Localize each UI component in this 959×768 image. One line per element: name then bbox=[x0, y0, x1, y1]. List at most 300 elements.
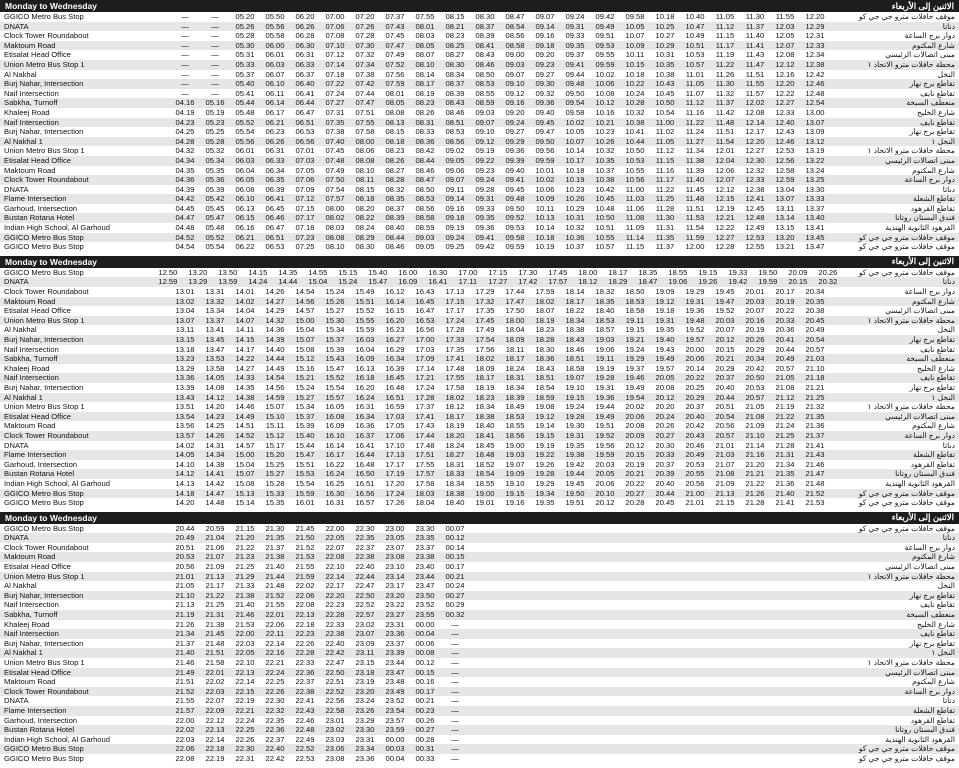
stop-name-arabic: دناتا bbox=[942, 277, 955, 287]
table-row bbox=[0, 325, 959, 335]
departure-times bbox=[170, 744, 830, 754]
departure-time: 09.16 bbox=[505, 98, 525, 108]
departure-time: 06.10 bbox=[265, 79, 285, 89]
departure-time: 23.08 bbox=[325, 753, 345, 763]
departure-time: 22.21 bbox=[265, 658, 285, 667]
departure-time: 18.23 bbox=[535, 325, 555, 335]
departure-time: 11.38 bbox=[685, 155, 705, 165]
departure-time: 16.01 bbox=[295, 498, 315, 508]
stop-name-arabic: محطة حافلات مترو الاتحاد ١ bbox=[867, 315, 955, 325]
departure-time: 22.48 bbox=[295, 725, 315, 735]
departure-time: 16.31 bbox=[355, 402, 375, 412]
departure-time: 04.35 bbox=[175, 165, 195, 175]
departure-time: 05.23 bbox=[205, 117, 225, 127]
departure-time: 18.53 bbox=[505, 411, 525, 421]
departure-time: 08.01 bbox=[415, 21, 435, 31]
timetable-section bbox=[0, 256, 959, 508]
departure-times bbox=[170, 412, 830, 422]
departure-time: 15.04 bbox=[295, 325, 315, 335]
departure-time: 14.22 bbox=[235, 354, 255, 364]
departure-time: 22.08 bbox=[325, 552, 345, 562]
table-row bbox=[0, 50, 959, 60]
departure-time: 15.43 bbox=[325, 354, 345, 364]
departure-time: 21.37 bbox=[175, 638, 195, 648]
departure-time: 11.37 bbox=[715, 98, 735, 108]
departure-time: 06.23 bbox=[265, 127, 285, 137]
departure-time: 12.31 bbox=[805, 31, 825, 41]
departure-time: 15.00 bbox=[295, 315, 315, 325]
departure-time: 05.37 bbox=[235, 69, 255, 79]
departure-time: 11.15 bbox=[625, 242, 645, 252]
stop-name-arabic: النخل bbox=[937, 581, 955, 591]
table-row bbox=[0, 744, 959, 754]
stop-name-arabic: تقاطع نايف bbox=[920, 629, 955, 639]
departure-time: 10.06 bbox=[535, 184, 555, 194]
departure-time: 11.17 bbox=[655, 175, 675, 185]
departure-time: 15.12 bbox=[295, 354, 315, 364]
departure-time: 23.36 bbox=[355, 753, 375, 763]
departure-time: 22.06 bbox=[295, 590, 315, 600]
departure-time: 12.01 bbox=[715, 146, 735, 156]
departure-time: 21.50 bbox=[295, 533, 315, 543]
departure-time: 05.52 bbox=[205, 232, 225, 242]
stop-name: GGICO Metro Bus Stop bbox=[4, 242, 84, 252]
departure-time: 17.35 bbox=[445, 344, 465, 354]
departure-time: 11.57 bbox=[745, 88, 765, 98]
departure-time: 13.00 bbox=[805, 107, 825, 117]
departure-time: 08.50 bbox=[415, 184, 435, 194]
departure-time: 08.24 bbox=[355, 223, 375, 233]
departure-time: 19.28 bbox=[565, 411, 585, 421]
departure-time: 08.03 bbox=[415, 31, 435, 41]
stop-name-arabic: تقاطع القرهود bbox=[910, 203, 955, 213]
departure-time: 14.56 bbox=[265, 382, 285, 392]
departure-time: 19.09 bbox=[655, 287, 675, 297]
departure-time: 19.42 bbox=[565, 459, 585, 469]
stop-name: Flame Intersection bbox=[4, 705, 67, 715]
departure-time: 18.17 bbox=[608, 267, 628, 277]
departure-times bbox=[170, 581, 830, 591]
departure-time: 21.40 bbox=[775, 488, 795, 498]
departure-time: 11.51 bbox=[745, 69, 765, 79]
departure-time: 18.11 bbox=[505, 344, 525, 354]
departure-time: 13.56 bbox=[175, 421, 195, 431]
table-row bbox=[0, 572, 959, 582]
departure-time: 17.15 bbox=[445, 296, 465, 306]
departure-time: 08.18 bbox=[355, 194, 375, 204]
section-title: Monday to Wednesday bbox=[5, 512, 97, 523]
stop-name: Etisalat Head Office bbox=[4, 667, 71, 677]
departure-time: 10.13 bbox=[535, 213, 555, 223]
departure-time: 22.13 bbox=[295, 610, 315, 620]
table-row bbox=[0, 12, 959, 22]
departure-time: 14.02 bbox=[235, 296, 255, 306]
departure-time: 16.57 bbox=[355, 498, 375, 508]
departure-time: 15.24 bbox=[338, 277, 358, 287]
departure-time: 18.07 bbox=[535, 306, 555, 316]
departure-time: 17.57 bbox=[548, 277, 568, 287]
departure-time: 10.17 bbox=[565, 155, 585, 165]
departure-times bbox=[170, 12, 830, 22]
stop-name: Al Nakhal 1 bbox=[4, 136, 43, 146]
departure-time: 14.54 bbox=[265, 373, 285, 383]
stop-name-arabic: محطة حافلات مترو الاتحاد ١ bbox=[867, 59, 955, 69]
departure-time: 19.40 bbox=[655, 335, 675, 344]
departure-time: 09.33 bbox=[565, 31, 585, 41]
departure-time: 21.32 bbox=[805, 402, 825, 412]
departure-time: 09.59 bbox=[505, 242, 525, 252]
departure-time: 05.54 bbox=[205, 242, 225, 252]
departure-time: 15.07 bbox=[265, 402, 285, 412]
departure-time: 20.07 bbox=[715, 325, 735, 335]
departure-time: 19.21 bbox=[625, 335, 645, 344]
departure-time: 14.55 bbox=[308, 267, 328, 277]
departure-time: 15.37 bbox=[325, 335, 345, 344]
departure-times bbox=[153, 277, 843, 287]
departure-time: 20.36 bbox=[775, 325, 795, 335]
departure-time: 22.47 bbox=[325, 658, 345, 667]
departure-time: 22.36 bbox=[295, 667, 315, 677]
departure-time: 22.38 bbox=[295, 686, 315, 696]
departure-time: 17.13 bbox=[385, 450, 405, 460]
departure-time: 15.21 bbox=[295, 373, 315, 383]
stop-name: Union Metro Bus Stop 1 bbox=[4, 571, 85, 581]
stop-name: Union Metro Bus Stop 1 bbox=[4, 146, 85, 156]
departure-time: 17.09 bbox=[415, 354, 435, 364]
departure-time: 11.16 bbox=[685, 107, 705, 117]
departure-time: 05.28 bbox=[235, 31, 255, 41]
departure-time: 12.15 bbox=[715, 194, 735, 204]
departure-time: 21.53 bbox=[295, 552, 315, 562]
departure-times bbox=[170, 533, 830, 543]
departure-time: 14.29 bbox=[265, 306, 285, 316]
departure-time: 15.24 bbox=[295, 382, 315, 392]
departure-time: 17.54 bbox=[475, 335, 495, 344]
departure-time: 10.51 bbox=[595, 223, 615, 233]
departure-times bbox=[170, 696, 830, 706]
departure-time: 08.21 bbox=[445, 21, 465, 31]
departure-time: 19.52 bbox=[715, 306, 735, 316]
departure-time: 07.59 bbox=[385, 79, 405, 89]
departure-time: 10.38 bbox=[655, 69, 675, 79]
stop-name-arabic: موقف حافلات مترو جي جي كو bbox=[858, 523, 955, 533]
departure-time: 22.19 bbox=[205, 753, 225, 763]
departure-time: 19.33 bbox=[728, 267, 748, 277]
departure-time: 16.36 bbox=[355, 421, 375, 431]
departure-time: 22.20 bbox=[325, 590, 345, 600]
departure-time: 00.15 bbox=[415, 667, 435, 677]
departure-time: 09.35 bbox=[475, 213, 495, 223]
departure-time: 21.00 bbox=[685, 488, 705, 498]
departure-time: 19.45 bbox=[715, 287, 735, 297]
departure-time: 14.46 bbox=[235, 402, 255, 412]
departure-time: 07.47 bbox=[385, 40, 405, 50]
departure-time: 18.39 bbox=[505, 392, 525, 402]
departure-time: 18.46 bbox=[565, 344, 585, 354]
departure-time: 13.58 bbox=[205, 363, 225, 373]
departure-time: 19.57 bbox=[685, 335, 705, 344]
departure-time: 18.34 bbox=[565, 315, 585, 325]
departure-time: 20.21 bbox=[715, 354, 735, 364]
departure-time: 19.08 bbox=[535, 402, 555, 412]
departure-time: 09.24 bbox=[565, 12, 585, 21]
departure-time: 23.11 bbox=[355, 648, 375, 658]
departure-time: — bbox=[211, 12, 219, 21]
departure-time: 20.03 bbox=[745, 296, 765, 306]
departure-time: 08.56 bbox=[445, 136, 465, 146]
departure-time: 18.31 bbox=[505, 373, 525, 383]
departure-time: 19.46 bbox=[625, 373, 645, 383]
departure-time: 23.19 bbox=[355, 677, 375, 687]
departure-time: 17.05 bbox=[385, 421, 405, 431]
departure-time: 06.31 bbox=[265, 146, 285, 156]
departure-time: 21.49 bbox=[175, 667, 195, 677]
departure-time: 09.39 bbox=[505, 155, 525, 165]
departure-time: 15.07 bbox=[235, 469, 255, 479]
departure-time: 11.35 bbox=[655, 232, 675, 242]
departure-time: 09.36 bbox=[475, 223, 495, 233]
departure-time: 14.07 bbox=[235, 315, 255, 325]
departure-time: 13.11 bbox=[775, 203, 795, 213]
departure-time: 05.32 bbox=[205, 146, 225, 156]
departure-time: 10.37 bbox=[565, 242, 585, 252]
departure-time: 16.17 bbox=[325, 450, 345, 460]
departure-time: 19.31 bbox=[685, 296, 705, 306]
departure-time: 15.51 bbox=[295, 459, 315, 469]
departure-time: 12.53 bbox=[775, 146, 795, 156]
departure-time: 15.57 bbox=[325, 392, 345, 402]
departure-time: 20.22 bbox=[775, 306, 795, 316]
departure-time: 19.29 bbox=[535, 478, 555, 488]
departure-time: 22.53 bbox=[295, 753, 315, 763]
departure-time: 20.55 bbox=[685, 469, 705, 479]
table-row bbox=[0, 287, 959, 297]
departure-time: 16.03 bbox=[355, 335, 375, 344]
departure-time: 21.51 bbox=[175, 677, 195, 687]
departure-time: 12.07 bbox=[775, 40, 795, 50]
departure-time: 10.35 bbox=[655, 59, 675, 69]
departure-time: 06.46 bbox=[265, 213, 285, 223]
departure-time: 22.52 bbox=[295, 744, 315, 754]
departure-time: 21.52 bbox=[295, 542, 315, 552]
departure-time: 08.32 bbox=[385, 184, 405, 194]
table-row bbox=[0, 185, 959, 195]
departure-time: 20.49 bbox=[805, 325, 825, 335]
departure-time: 11.55 bbox=[775, 12, 795, 21]
departure-time: 08.47 bbox=[415, 175, 435, 185]
departure-time: 21.45 bbox=[205, 629, 225, 639]
departure-time: 11.40 bbox=[685, 175, 705, 185]
departure-time: 22.28 bbox=[295, 648, 315, 658]
departure-time: 16.14 bbox=[325, 440, 345, 450]
departure-time: 09.33 bbox=[475, 203, 495, 213]
departure-time: 12.28 bbox=[715, 242, 735, 252]
departure-time: 04.52 bbox=[175, 232, 195, 242]
departure-time: 19.57 bbox=[655, 363, 675, 373]
departure-time: 17.19 bbox=[385, 469, 405, 479]
departure-time: 12.38 bbox=[805, 59, 825, 69]
stop-name: Al Nakhal 1 bbox=[4, 392, 43, 402]
departure-time: 20.26 bbox=[655, 421, 675, 431]
departure-time: 12.08 bbox=[775, 50, 795, 60]
departure-time: 10.31 bbox=[655, 50, 675, 60]
departure-time: 07.26 bbox=[355, 21, 375, 31]
departure-time: 14.26 bbox=[265, 287, 285, 297]
departure-time: 09.03 bbox=[505, 59, 525, 69]
departure-time: 19.11 bbox=[595, 354, 615, 364]
departure-times bbox=[170, 524, 830, 534]
departure-time: 21.22 bbox=[775, 411, 795, 421]
stop-name: Clock Tower Roundabout bbox=[4, 542, 89, 552]
departure-time: 22.31 bbox=[235, 753, 255, 763]
departure-time: 11.24 bbox=[685, 127, 705, 137]
departure-time: 21.41 bbox=[805, 440, 825, 450]
table-row bbox=[0, 268, 959, 278]
departure-time: 13.40 bbox=[805, 213, 825, 223]
departure-times bbox=[170, 639, 830, 649]
departure-time: 15.40 bbox=[368, 267, 388, 277]
departure-time: 06.22 bbox=[235, 242, 255, 252]
departure-time: 22.33 bbox=[295, 658, 315, 667]
departure-time: 09.10 bbox=[505, 79, 525, 89]
departure-time: 22.00 bbox=[325, 523, 345, 533]
table-row bbox=[0, 393, 959, 403]
departure-time: 12.27 bbox=[745, 146, 765, 156]
departure-time: — bbox=[211, 31, 219, 41]
departure-time: 05.44 bbox=[235, 98, 255, 108]
departure-time: 08.43 bbox=[475, 50, 495, 60]
departure-time: 21.37 bbox=[805, 430, 825, 440]
departure-time: 09.31 bbox=[475, 194, 495, 204]
departure-time: 15.53 bbox=[295, 469, 315, 479]
departure-time: 16.45 bbox=[415, 296, 435, 306]
departure-time: 11.05 bbox=[685, 79, 705, 89]
departure-time: 00.00 bbox=[415, 619, 435, 629]
departure-times bbox=[170, 441, 830, 451]
departure-time: 13.09 bbox=[805, 127, 825, 137]
departure-time: — bbox=[211, 69, 219, 79]
departure-time: 08.27 bbox=[445, 50, 465, 60]
departure-time: 11.45 bbox=[685, 184, 705, 194]
departure-time: 12.41 bbox=[745, 194, 765, 204]
departure-time: 20.49 bbox=[175, 533, 195, 543]
departure-time: 12.33 bbox=[745, 175, 765, 185]
departure-time: 20.35 bbox=[805, 296, 825, 306]
departure-time: 19.35 bbox=[535, 498, 555, 508]
stop-name-arabic: تقاطع نايف bbox=[920, 600, 955, 610]
departure-times bbox=[170, 383, 830, 393]
departure-times bbox=[170, 687, 830, 697]
departure-time: 21.57 bbox=[175, 705, 195, 715]
departure-time: 07.34 bbox=[355, 59, 375, 69]
departure-time: 23.31 bbox=[355, 734, 375, 744]
departure-time: 09.12 bbox=[475, 136, 495, 146]
departure-time: 16.37 bbox=[355, 430, 375, 440]
departure-time: 09.59 bbox=[535, 155, 555, 165]
departure-time: 04.25 bbox=[175, 127, 195, 137]
departure-time: 10.12 bbox=[595, 98, 615, 108]
departure-times bbox=[170, 98, 830, 108]
stop-name-arabic: تقاطع برج نهار bbox=[909, 382, 955, 392]
departure-time: 19.36 bbox=[595, 392, 615, 402]
departure-time: 08.56 bbox=[505, 31, 525, 41]
departure-time: 11.22 bbox=[685, 117, 705, 127]
stop-name: DNATA bbox=[4, 696, 29, 706]
departure-time: 08.59 bbox=[415, 223, 435, 233]
stop-name-arabic: محطة حافلات مترو الاتحاد ١ bbox=[867, 571, 955, 581]
departure-time: — bbox=[181, 21, 189, 31]
departure-time: 07.43 bbox=[385, 21, 405, 31]
departure-time: 20.22 bbox=[625, 478, 645, 488]
departure-time: 09.58 bbox=[505, 232, 525, 242]
departure-time: 19.06 bbox=[668, 277, 688, 287]
departure-time: 07.40 bbox=[325, 136, 345, 146]
departure-time: 23.07 bbox=[385, 542, 405, 552]
departure-time: 11.39 bbox=[685, 165, 705, 175]
departure-time: 22.42 bbox=[265, 753, 285, 763]
departure-times bbox=[170, 591, 830, 601]
departure-time: 19.43 bbox=[655, 344, 675, 354]
departure-time: 09.50 bbox=[535, 136, 555, 146]
departure-time: 09.50 bbox=[505, 203, 525, 213]
departure-time: 21.13 bbox=[205, 571, 225, 581]
departure-time: 16.51 bbox=[355, 478, 375, 488]
stop-name-arabic: النخل bbox=[937, 325, 955, 335]
departure-time: 13.31 bbox=[205, 287, 225, 297]
stop-name: GGICO Metro Bus Stop bbox=[4, 523, 84, 533]
departure-time: 19.34 bbox=[535, 488, 555, 498]
departure-time: 21.15 bbox=[715, 498, 735, 508]
departure-time: 22.49 bbox=[295, 734, 315, 744]
stop-name: Khaleej Road bbox=[4, 619, 50, 629]
departure-time: 20.53 bbox=[745, 382, 765, 392]
departure-time: 20.08 bbox=[625, 421, 645, 431]
departure-time: 06.17 bbox=[265, 107, 285, 117]
departure-time: 22.35 bbox=[355, 533, 375, 543]
departure-time: 11.51 bbox=[685, 203, 705, 213]
stop-name: Al Nakhal bbox=[4, 325, 37, 335]
section-title-arabic: الاثنين إلى الأربعاء bbox=[891, 256, 954, 267]
stop-name-arabic: القرهود الثانوية الهندية bbox=[885, 478, 955, 488]
departure-time: 13.07 bbox=[175, 315, 195, 325]
departure-time: 05.56 bbox=[235, 136, 255, 146]
departure-time: 07.50 bbox=[325, 175, 345, 185]
departure-time: 22.14 bbox=[235, 677, 255, 687]
departure-times bbox=[170, 562, 830, 572]
departure-time: 12.40 bbox=[775, 117, 795, 127]
departure-times bbox=[170, 185, 830, 195]
departure-time: 22.06 bbox=[175, 744, 195, 754]
stop-name: Clock Tower Roundabout bbox=[4, 175, 89, 185]
departure-time: 21.19 bbox=[775, 402, 795, 412]
departure-time: 17.35 bbox=[475, 306, 495, 316]
departure-time: 21.48 bbox=[265, 581, 285, 591]
departure-time: 16.41 bbox=[355, 440, 375, 450]
stop-name-arabic: دناتا bbox=[942, 533, 955, 543]
departure-time: 08.46 bbox=[475, 59, 495, 69]
departure-time: 14.27 bbox=[235, 363, 255, 373]
departure-time: 00.23 bbox=[415, 705, 435, 715]
departure-time: 18.34 bbox=[505, 382, 525, 392]
departure-time: 21.25 bbox=[205, 600, 225, 610]
departure-time: 22.09 bbox=[205, 705, 225, 715]
departure-time: 19.07 bbox=[565, 373, 585, 383]
departure-time: 20.42 bbox=[685, 421, 705, 431]
table-row bbox=[0, 591, 959, 601]
departure-time: 04.16 bbox=[175, 98, 195, 108]
departure-time: 21.17 bbox=[205, 581, 225, 591]
departure-time: 04.32 bbox=[175, 146, 195, 156]
